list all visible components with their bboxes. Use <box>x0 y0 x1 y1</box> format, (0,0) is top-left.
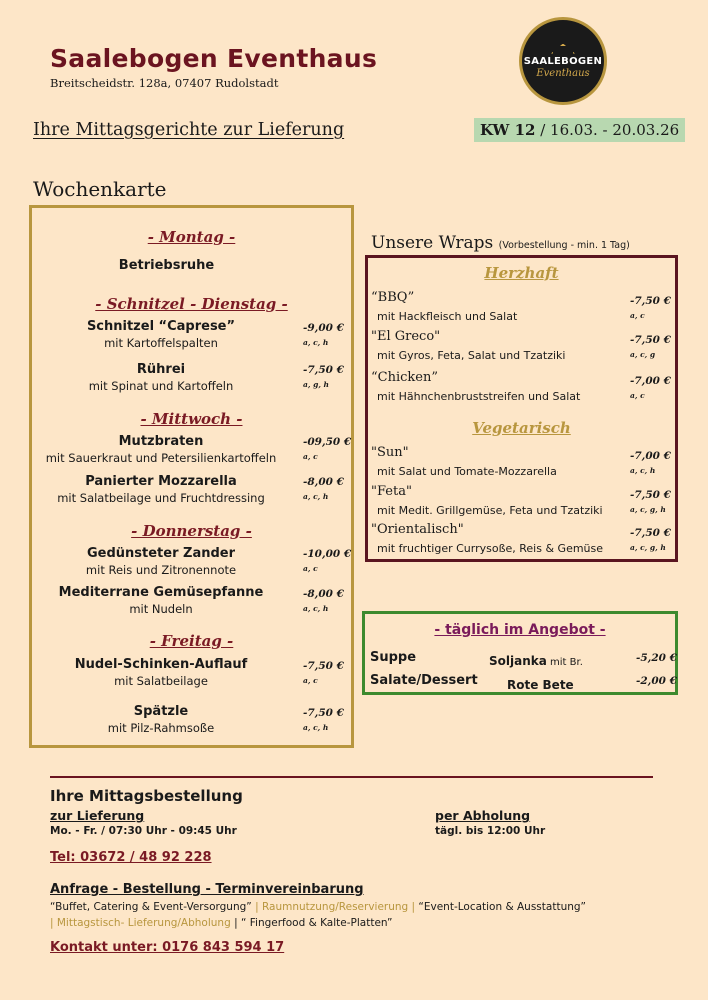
service-item: “Event-Location & Ausstattung” <box>418 901 586 913</box>
pickup-time: tägl. bis 12:00 Uhr <box>435 825 546 837</box>
dish-allergens: a, c, h <box>303 723 329 732</box>
dish-allergens: a, c, h <box>303 338 329 347</box>
betriebsruhe-note: Betriebsruhe <box>118 258 215 273</box>
week-badge <box>474 118 685 142</box>
dish: Panierter Mozzarella mit Salatbeilage und Fruchtdressing <box>57 474 265 505</box>
wrap-desc: mit Hackfleisch und Salat <box>377 310 518 323</box>
phone-link[interactable]: Tel: 03672 / 48 92 228 <box>50 850 212 865</box>
dish-allergens: a, c <box>303 676 318 685</box>
dish-allergens: a, g, h <box>303 380 330 389</box>
day-montag: - Montag - <box>147 228 236 246</box>
service-item: “Buffet, Catering & Event-Versorgung” <box>50 901 252 913</box>
dish-price: -9,00 € <box>303 322 344 334</box>
wraps-title <box>371 233 630 253</box>
category-herzhaft: Herzhaft <box>484 264 559 282</box>
wrap-allergens: a, c <box>630 311 645 320</box>
wrap-name: "Orientalisch" <box>371 522 464 537</box>
wraps-note: (Vorbestellung - min. 1 Tag) <box>498 240 630 251</box>
day-mittwoch: - Mittwoch - <box>140 410 243 428</box>
service-item: | Mittagstisch- Lieferung/Abholung <box>50 916 231 929</box>
service-item: “ Fingerfood & Kalte-Platten” <box>240 916 393 929</box>
service-item: Raumnutzung/Reservierung <box>261 901 409 913</box>
dish: Nudel-Schinken-Auflauf mit Salatbeilage <box>74 657 248 688</box>
order-title: Ihre Mittagsbestellung <box>50 787 243 805</box>
house-icon <box>551 44 575 54</box>
wrap-price: -7,00 € <box>630 375 671 387</box>
wrap-name: "Feta" <box>371 484 412 499</box>
logo-text-top: SAALEBOGEN <box>523 55 603 67</box>
wrap-price: -7,50 € <box>630 527 671 539</box>
daily-title: - täglich im Angebot - <box>434 622 606 638</box>
page-subtitle: Ihre Mittagsgerichte zur Lieferung <box>33 120 345 140</box>
logo-text-bottom: Eventhaus <box>536 67 590 79</box>
wrap-desc: mit Medit. Grillgemüse, Feta und Tzatziki <box>377 504 603 517</box>
inquiry-heading: Anfrage - Bestellung - Terminvereinbarung <box>50 882 364 897</box>
wrap-desc: mit Salat und Tomate-Mozzarella <box>377 465 557 478</box>
category-vegetarisch: Vegetarisch <box>472 419 571 437</box>
day-donnerstag: - Donnerstag - <box>131 522 252 540</box>
contact-link[interactable]: Kontakt unter: 0176 843 594 17 <box>50 940 285 955</box>
wrap-name: “BBQ” <box>371 290 415 305</box>
wrap-name: "Sun" <box>371 445 409 460</box>
dish-price: -7,50 € <box>303 660 344 672</box>
daily-item: Rote Bete <box>507 678 574 692</box>
dish-allergens: a, c <box>303 452 318 461</box>
dish-allergens: a, c <box>303 564 318 573</box>
dish: Schnitzel “Caprese” mit Kartoffelspalten <box>86 319 236 350</box>
dish: Mutzbraten mit Sauerkraut und Petersilienkartoffeln <box>45 434 277 465</box>
dish-allergens: a, c, h <box>303 604 329 613</box>
delivery-time: Mo. - Fr. / 07:30 Uhr - 09:45 Uhr <box>50 825 237 837</box>
day-dienstag: - Schnitzel - Dienstag - <box>95 295 288 313</box>
wrap-desc: mit fruchtiger Currysoße, Reis & Gemüse <box>377 542 604 555</box>
address: Breitscheidstr. 128a, 07407 Rudolstadt <box>50 76 279 90</box>
day-freitag: - Freitag - <box>149 632 234 650</box>
wrap-price: -7,00 € <box>630 450 671 462</box>
wraps-title-text: Unsere Wraps <box>371 233 494 253</box>
dish: Gedünsteter Zander mit Reis und Zitronennote <box>85 546 237 577</box>
dish-price: -10,00 € <box>303 548 352 560</box>
wrap-name: "El Greco" <box>371 329 441 344</box>
dish: Rührei mit Spinat und Kartoffeln <box>88 362 234 393</box>
logo <box>519 17 607 105</box>
daily-item: Soljanka mit Br. <box>489 654 583 668</box>
wrap-price: -7,50 € <box>630 489 671 501</box>
wrap-price: -7,50 € <box>630 334 671 346</box>
wochenkarte-title: Wochenkarte <box>33 177 167 201</box>
daily-price: -2,00 € <box>636 675 677 687</box>
delivery-label: zur Lieferung <box>50 808 145 823</box>
dish-price: -09,50 € <box>303 436 352 448</box>
wrap-allergens: a, c <box>630 391 645 400</box>
divider <box>50 776 653 778</box>
daily-label: Suppe <box>370 650 417 665</box>
pickup-label: per Abholung <box>435 808 531 823</box>
dish-price: -8,00 € <box>303 588 344 600</box>
dish: Spätzle mit Pilz-Rahmsoße <box>107 704 215 735</box>
daily-price: -5,20 € <box>636 652 677 664</box>
dish-allergens: a, c, h <box>303 492 329 501</box>
dish-price: -7,50 € <box>303 707 344 719</box>
brand-title: Saalebogen Eventhaus <box>50 44 378 73</box>
daily-label: Salate/Dessert <box>370 673 478 688</box>
wrap-desc: mit Gyros, Feta, Salat und Tzatziki <box>377 349 566 362</box>
wrap-allergens: a, c, g <box>630 350 656 359</box>
wrap-allergens: a, c, g, h <box>630 505 666 514</box>
wrap-desc: mit Hähnchenbruststreifen und Salat <box>377 390 581 403</box>
dish: Mediterrane Gemüsepfanne mit Nudeln <box>58 585 264 616</box>
week-range: / 16.03. - 20.03.26 <box>535 121 680 139</box>
dish-price: -8,00 € <box>303 476 344 488</box>
wrap-price: -7,50 € <box>630 295 671 307</box>
wrap-allergens: a, c, h <box>630 466 656 475</box>
week-number: KW 12 <box>480 121 536 139</box>
wrap-allergens: a, c, g, h <box>630 543 666 552</box>
dish-price: -7,50 € <box>303 364 344 376</box>
services-list: “Buffet, Catering & Event-Versorgung” | Raumnutzung/Reservierung | “Event-Location & Ausstattung” | Mittagstisch- Lieferung/Abholung | “ Fingerfood & Kalte-Platten” <box>50 901 586 929</box>
wrap-name: “Chicken” <box>371 370 438 385</box>
